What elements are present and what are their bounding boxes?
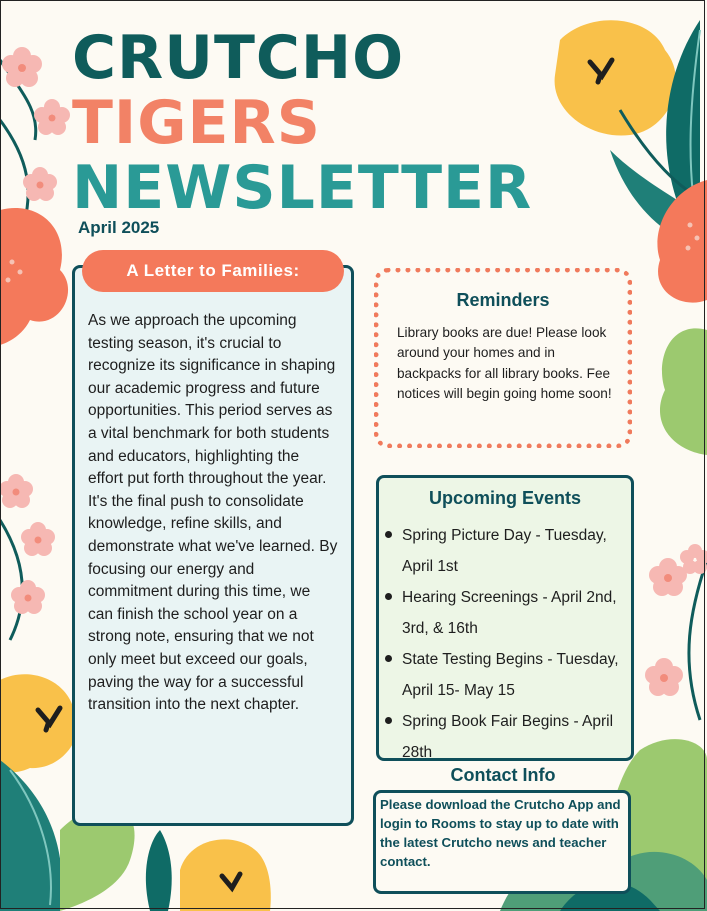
list-item — [384, 644, 622, 706]
list-item — [384, 520, 622, 582]
reminders-body: Library books are due! Please look around your homes and in backpacks for all library books. Fee notices will begin going home soon! — [397, 325, 612, 402]
green-leaf-icon — [660, 328, 707, 455]
event-text: State Testing Begins - Tuesday, April 15- May 15 — [402, 651, 619, 699]
reminders-heading: Reminders — [456, 290, 550, 310]
letter-heading: A Letter to Families: — [82, 250, 344, 292]
bullet-icon — [385, 655, 392, 662]
title-line-2: TIGERS — [72, 88, 321, 158]
contact-heading: Contact Info — [450, 765, 556, 785]
pink-flower-icon — [0, 474, 55, 640]
event-text: Hearing Screenings - April 2nd, 3rd, & 16th — [402, 589, 617, 637]
event-text: Spring Book Fair Begins - April 28th — [402, 713, 614, 761]
bullet-icon — [385, 593, 392, 600]
events-list — [384, 520, 622, 768]
bullet-icon — [385, 531, 392, 538]
title-line-1: CRUTCHO — [72, 23, 405, 93]
bullet-icon — [385, 717, 392, 724]
contact-body: Please download the Crutcho App and login to Rooms to stay up to date with the latest Crutcho news and teacher contact. — [380, 797, 621, 869]
pink-flower-icon — [645, 544, 707, 720]
coral-flower-icon — [0, 208, 68, 345]
event-text: Spring Picture Day - Tuesday, April 1st — [402, 527, 607, 575]
list-item — [384, 582, 622, 644]
yellow-flower-icon — [180, 839, 271, 911]
title-line-3: NEWSLETTER — [72, 153, 533, 223]
list-item — [384, 706, 622, 768]
yellow-flower-icon — [0, 674, 77, 772]
events-heading: Upcoming Events — [428, 488, 582, 508]
letter-body: As we approach the upcoming testing season, it's crucial to recognize its significance in shaping our academic progress and future opportunities. This period serves as a vital benchmark for both students and educators, highlighting the effort put forth throughout the year. It's the final push to consolidate knowledge, refine skills, and demonstrate what we've learned. By focusing our energy and commitment during this time, we can finish the school year on a strong note, ensuring that we not only meet but exceed our goals, paving the way for a successful transition into the next chapter. — [88, 312, 338, 714]
issue-date: April 2025 — [78, 218, 160, 237]
yellow-flower-icon — [555, 20, 676, 135]
